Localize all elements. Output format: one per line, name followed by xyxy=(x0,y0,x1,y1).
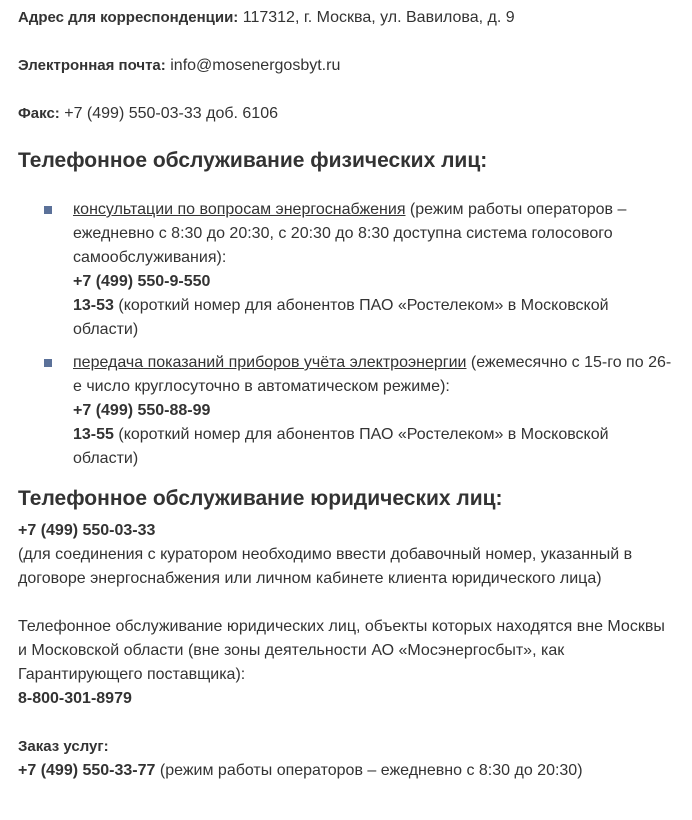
legal-outside-phone: 8-800-301-8979 xyxy=(18,690,132,707)
spacer xyxy=(18,711,678,735)
fax-line xyxy=(18,102,678,126)
legal-note: (для соединения с куратором необходимо ввести добавочный номер, указанный в договоре энергоснабжения или личном кабинете клиента юридического лица) xyxy=(18,546,633,587)
meter-readings-phone: +7 (499) 550-88-99 xyxy=(73,402,211,419)
consultation-short-line xyxy=(73,297,609,338)
address-label: Адрес для корреспонденции: xyxy=(18,9,239,26)
legal-heading: Телефонное обслуживание юридических лиц: xyxy=(18,487,503,510)
consultation-link[interactable]: консультации по вопросам энергоснабжения xyxy=(73,201,406,218)
fax-label: Факс: xyxy=(18,105,60,122)
bullet-square-icon xyxy=(44,206,52,214)
spacer xyxy=(18,591,678,615)
services-phone: +7 (499) 550-33-77 xyxy=(18,762,156,779)
list-item xyxy=(18,198,678,342)
individuals-list xyxy=(18,198,678,471)
meter-readings-short-number: 13-55 xyxy=(73,426,114,443)
consultation-short-number: 13-53 xyxy=(73,297,114,314)
fax-value: +7 (499) 550-03-33 доб. 6106 xyxy=(59,105,278,122)
email-line xyxy=(18,54,678,78)
services-hours: (режим работы операторов – ежедневно с 8:30 до 20:30) xyxy=(155,762,583,779)
meter-readings-short-line xyxy=(73,426,609,467)
legal-outside-block xyxy=(18,615,678,711)
consultation-desc: (режим работы операторов – ежедневно с 8:30 до 20:30, с 20:30 до 8:30 доступна система голосового самообслуживания): xyxy=(73,201,627,266)
services-label: Заказ услуг: xyxy=(18,738,109,755)
consultation-phone: +7 (499) 550-9-550 xyxy=(73,273,211,290)
individuals-heading: Телефонное обслуживание физических лиц: xyxy=(18,149,488,172)
legal-phone-block xyxy=(18,519,678,591)
meter-readings-short-desc: (короткий номер для абонентов ПАО «Ростелеком» в Московской области) xyxy=(73,426,609,467)
email-value[interactable]: info@mosenergosbyt.ru xyxy=(170,57,341,74)
address-line xyxy=(18,6,678,30)
legal-outside-text: Телефонное обслуживание юридических лиц, объекты которых находятся вне Москвы и Московской области (вне зоны деятельности АО «Мосэнергосбыт», как Гарантирующего поставщика): xyxy=(18,618,665,683)
meter-readings-desc: (ежемесячно с 15-го по 26-е число круглосуточно в автоматическом режиме): xyxy=(73,354,672,395)
bullet-square-icon xyxy=(44,359,52,367)
list-item xyxy=(18,351,678,471)
legal-phone: +7 (499) 550-03-33 xyxy=(18,522,156,539)
services-block xyxy=(18,735,678,783)
address-value: 117312, г. Москва, ул. Вавилова, д. 9 xyxy=(238,9,515,26)
meter-readings-link[interactable]: передача показаний приборов учёта электроэнергии xyxy=(73,354,467,371)
consultation-short-desc: (короткий номер для абонентов ПАО «Ростелеком» в Московской области) xyxy=(73,297,609,338)
email-label: Электронная почта: xyxy=(18,57,166,74)
